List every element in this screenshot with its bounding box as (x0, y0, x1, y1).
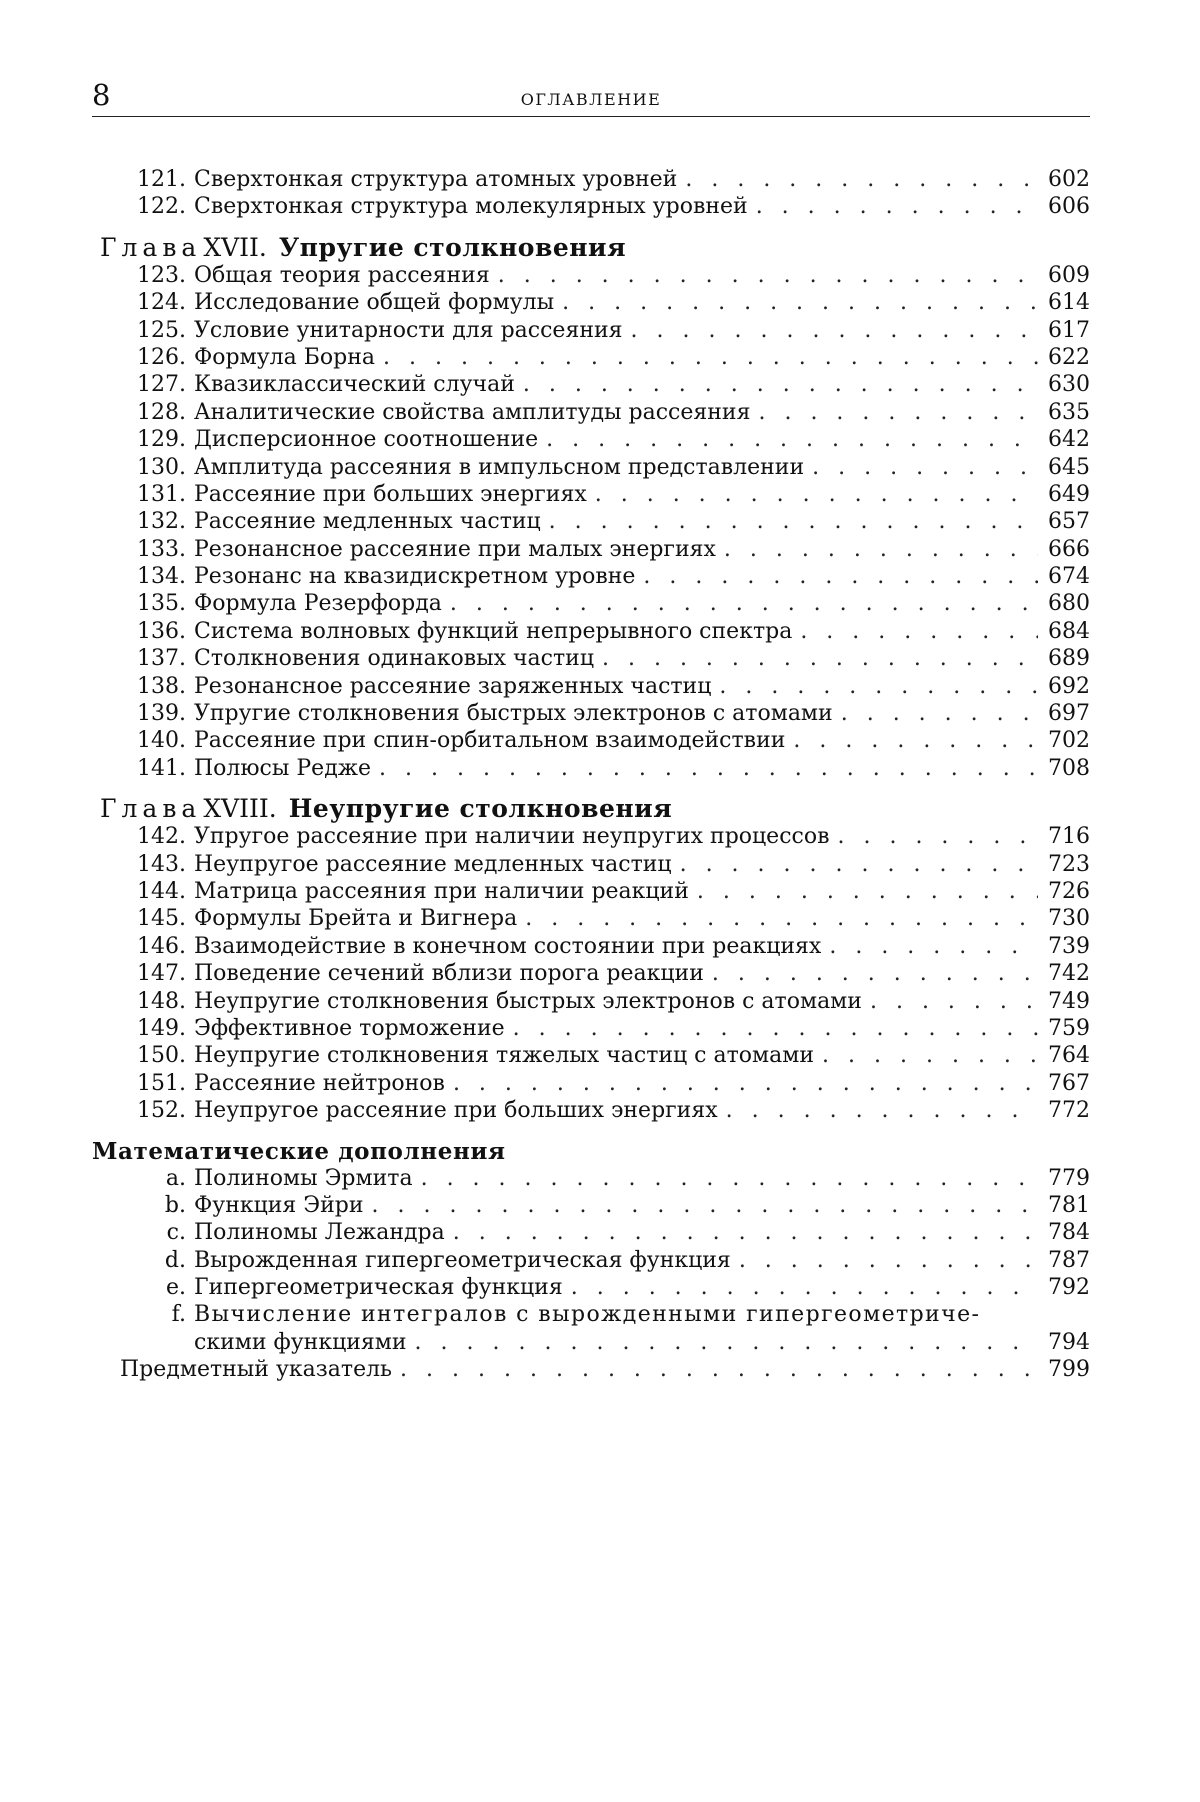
entry-number: 135. (137, 591, 186, 617)
toc-entry[interactable] (92, 823, 1090, 850)
entry-page: 692 (1048, 673, 1090, 699)
chapter-17-entries (92, 262, 1090, 782)
entry-number: 150. (137, 1043, 186, 1069)
entry-title: Вырожденная гипергеометрическая функция (194, 1247, 731, 1273)
entry-number: d. (164, 1247, 186, 1273)
leader-dots (726, 1097, 1038, 1124)
entry-page: 772 (1048, 1098, 1090, 1124)
entry-number: 121. (137, 167, 186, 192)
entry-page: 689 (1048, 646, 1090, 672)
leader-dots (837, 823, 1038, 850)
toc-entry[interactable] (92, 933, 1090, 960)
leader-dots (379, 755, 1038, 782)
entry-title: Формула Борна (194, 344, 376, 370)
entry-number: a. (165, 1165, 186, 1191)
entry-number: 134. (137, 564, 186, 590)
leader-dots (595, 481, 1038, 508)
toc-entry[interactable] (92, 1274, 1090, 1301)
entry-title: Упругие столкновения быстрых электронов с атомами (194, 701, 833, 727)
leader-dots (756, 193, 1038, 220)
entry-number: 145. (137, 906, 186, 932)
leader-dots (415, 1329, 1038, 1356)
appendix-entries (92, 1165, 1090, 1302)
leader-dots (724, 536, 1038, 563)
toc-entry[interactable] (92, 645, 1090, 672)
entry-page: 642 (1048, 427, 1090, 453)
entry-title: Полиномы Эрмита (194, 1165, 413, 1191)
leader-dots (680, 851, 1038, 878)
entry-title: Резонансное рассеяние заряженных частиц (194, 673, 712, 699)
toc-entry[interactable] (92, 371, 1090, 398)
entry-number: 124. (137, 290, 186, 316)
entry-page: 730 (1048, 906, 1090, 932)
entry-page: 792 (1048, 1275, 1090, 1301)
toc-entry[interactable] (92, 454, 1090, 481)
leader-dots (870, 988, 1038, 1015)
entry-title: Эффективное торможение (194, 1015, 505, 1041)
chapter-18-entries (92, 823, 1090, 1124)
entry-number: 136. (137, 618, 186, 644)
chapter-number: XVIII. (203, 794, 277, 824)
entry-page: 649 (1048, 481, 1090, 507)
entry-page: 749 (1048, 988, 1090, 1014)
toc-entry[interactable] (92, 1070, 1090, 1097)
toc-entry[interactable] (92, 878, 1090, 905)
entry-number: 127. (137, 372, 186, 398)
entry-page: 779 (1048, 1165, 1090, 1191)
leader-dots (421, 1165, 1038, 1192)
entry-number: 130. (137, 454, 186, 480)
entry-title: Исследование общей формулы (194, 290, 555, 316)
entry-title: Полиномы Лежандра (194, 1220, 445, 1246)
leader-dots (793, 727, 1038, 754)
entry-number: 146. (137, 933, 186, 959)
entry-page: 767 (1048, 1070, 1090, 1096)
entry-number: b. (164, 1192, 186, 1218)
entry-title: Неупругие столкновения быстрых электронов с атомами (194, 988, 862, 1014)
entry-title: Неупругие столкновения тяжелых частиц с атомами (194, 1043, 815, 1069)
entry-number: 141. (137, 755, 186, 781)
entry-number: 129. (137, 427, 186, 453)
entry-page: 630 (1048, 372, 1090, 398)
entry-title: Вычисление интегралов с вырожденными гипергеометриче- (194, 1302, 981, 1328)
entry-page: 723 (1048, 851, 1090, 877)
entry-title: Система волновых функций непрерывного спектра (194, 618, 793, 644)
toc-entry[interactable] (92, 426, 1090, 453)
leader-dots (400, 1356, 1038, 1383)
entry-page: 617 (1048, 317, 1090, 343)
toc-entry[interactable] (92, 700, 1090, 727)
chapter-number: XVII. (203, 232, 267, 262)
table-of-contents (92, 166, 1090, 1384)
entry-title: Формула Резерфорда (194, 591, 442, 617)
toc-entry[interactable] (92, 1042, 1090, 1069)
toc-entry[interactable] (92, 988, 1090, 1015)
entry-page: 657 (1048, 509, 1090, 535)
entry-page: 759 (1048, 1015, 1090, 1041)
toc-entry[interactable] (92, 1192, 1090, 1219)
entry-page: 609 (1048, 262, 1090, 288)
toc-entry[interactable] (92, 317, 1090, 344)
entry-title: Рассеяние при спин-орбитальном взаимодействии (194, 728, 786, 754)
entry-page: 666 (1048, 536, 1090, 562)
toc-entry[interactable] (92, 344, 1090, 371)
entry-page: 680 (1048, 591, 1090, 617)
entry-title: Аналитические свойства амплитуды рассеяния (194, 399, 751, 425)
leader-dots (800, 618, 1038, 645)
entry-page: 784 (1048, 1220, 1090, 1246)
entry-number: 139. (137, 701, 186, 727)
toc-entry[interactable] (92, 481, 1090, 508)
leader-dots (525, 905, 1038, 932)
toc-entry[interactable] (92, 960, 1090, 987)
leader-dots (829, 933, 1038, 960)
leader-dots (372, 1192, 1038, 1219)
entry-page: 739 (1048, 933, 1090, 959)
entry-number: 125. (137, 317, 186, 343)
leader-dots (812, 454, 1038, 481)
entry-title: Упругое рассеяние при наличии неупругих процессов (194, 824, 830, 850)
entry-page: 702 (1048, 728, 1090, 754)
chapter-heading-18 (92, 784, 1090, 823)
entry-page: 697 (1048, 701, 1090, 727)
leader-dots (450, 590, 1038, 617)
leader-dots (383, 344, 1038, 371)
entry-title: Условие унитарности для рассеяния (194, 317, 623, 343)
toc-entry[interactable] (92, 508, 1090, 535)
entry-number: 138. (137, 673, 186, 699)
leader-dots (513, 1015, 1038, 1042)
toc-entry[interactable] (92, 1015, 1090, 1042)
running-title: ОГЛАВЛЕНИЕ (520, 90, 662, 109)
entry-page: 742 (1048, 961, 1090, 987)
entry-number: 133. (137, 536, 186, 562)
entry-title: Неупругое рассеяние медленных частиц (194, 851, 672, 877)
entry-number: 140. (137, 728, 186, 754)
entry-page: 614 (1048, 290, 1090, 316)
leader-dots (697, 878, 1038, 905)
toc-entry[interactable] (92, 289, 1090, 316)
entry-title: Функция Эйри (194, 1192, 364, 1218)
toc-entry[interactable] (92, 563, 1090, 590)
toc-entry[interactable] (92, 618, 1090, 645)
entry-page: 726 (1048, 878, 1090, 904)
entry-number: 148. (137, 988, 186, 1014)
leader-dots (643, 563, 1038, 590)
entry-number: 142. (137, 824, 186, 850)
toc-entry[interactable] (92, 905, 1090, 932)
leader-dots (712, 960, 1038, 987)
entry-number: 131. (137, 481, 186, 507)
entry-title: Матрица рассеяния при наличии реакций (194, 878, 689, 904)
entry-number: 126. (137, 344, 186, 370)
entry-page: 645 (1048, 454, 1090, 480)
entry-page: 674 (1048, 564, 1090, 590)
toc-entry[interactable] (92, 673, 1090, 700)
entry-page: 787 (1048, 1247, 1090, 1273)
entry-page: 716 (1048, 824, 1090, 850)
toc-entry-index[interactable] (92, 1356, 1090, 1383)
entry-title: Рассеяние при больших энергиях (194, 481, 587, 507)
entry-title: Дисперсионное соотношение (194, 427, 539, 453)
toc-entry[interactable] (92, 399, 1090, 426)
leader-dots (719, 673, 1038, 700)
entry-number: 151. (137, 1070, 186, 1096)
toc-entry[interactable] (92, 851, 1090, 878)
entry-number: 122. (137, 194, 186, 220)
chapter-label: Глава (100, 794, 202, 824)
toc-entry[interactable] (92, 1219, 1090, 1246)
entry-page: 622 (1048, 344, 1090, 370)
leader-dots (571, 1274, 1038, 1301)
entry-page: 799 (1048, 1357, 1090, 1383)
entry-title: Резонансное рассеяние при малых энергиях (194, 536, 716, 562)
top-entries (92, 166, 1090, 221)
toc-entry[interactable] (92, 590, 1090, 617)
toc-entry[interactable] (92, 166, 1090, 193)
entry-title: Взаимодействие в конечном состоянии при реакциях (194, 933, 822, 959)
entry-number: f. (171, 1302, 186, 1328)
entry-page: 602 (1048, 167, 1090, 192)
appendix-heading: Математические дополнения (92, 1137, 506, 1165)
chapter-title: Упругие столкновения (278, 232, 627, 262)
toc-entry[interactable] (92, 193, 1090, 220)
entry-title: скими функциями (194, 1329, 407, 1355)
entry-title: Формулы Брейта и Вигнера (194, 906, 518, 932)
entry-number: 144. (137, 878, 186, 904)
leader-dots (739, 1247, 1038, 1274)
entry-number: 152. (137, 1098, 186, 1124)
entry-number: c. (166, 1220, 186, 1246)
toc-entry[interactable] (92, 1165, 1090, 1192)
leader-dots (498, 262, 1038, 289)
toc-entry[interactable] (92, 755, 1090, 782)
chapter-heading-17 (92, 223, 1090, 262)
leader-dots (523, 371, 1038, 398)
entry-title: Неупругое рассеяние при больших энергиях (194, 1098, 718, 1124)
entry-title: Рассеяние медленных частиц (194, 509, 541, 535)
entry-title: Полюсы Редже (194, 755, 372, 781)
entry-title: Сверхтонкая структура атомных уровней (194, 167, 678, 192)
entry-page: 781 (1048, 1192, 1090, 1218)
leader-dots (822, 1042, 1038, 1069)
page-header (92, 78, 1090, 117)
entry-title: Столкновения одинаковых частиц (194, 646, 594, 672)
entry-page: 635 (1048, 399, 1090, 425)
entry-page: 708 (1048, 755, 1090, 781)
toc-entry-continuation[interactable] (92, 1329, 1090, 1356)
entry-title: Общая теория рассеяния (194, 262, 490, 288)
leader-dots (685, 166, 1038, 193)
entry-title: Сверхтонкая структура молекулярных уровней (194, 194, 748, 220)
leader-dots (631, 317, 1038, 344)
entry-number: 149. (137, 1015, 186, 1041)
entry-number: e. (165, 1275, 186, 1301)
toc-entry[interactable] (92, 1097, 1090, 1124)
entry-title: Гипергеометрическая функция (194, 1275, 563, 1301)
toc-entry[interactable] (92, 262, 1090, 289)
leader-dots (453, 1070, 1038, 1097)
page-number: 8 (92, 78, 111, 112)
entry-number: 132. (137, 509, 186, 535)
chapter-label: Глава (100, 232, 202, 262)
toc-entry[interactable] (92, 1247, 1090, 1274)
leader-dots (546, 426, 1038, 453)
leader-dots (758, 399, 1038, 426)
chapter-title: Неупругие столкновения (288, 794, 673, 824)
toc-entry[interactable] (92, 536, 1090, 563)
entry-number: 128. (137, 399, 186, 425)
leader-dots (562, 289, 1038, 316)
entry-title: Поведение сечений вблизи порога реакции (194, 961, 704, 987)
leader-dots (841, 700, 1038, 727)
entry-page: 794 (1048, 1329, 1090, 1355)
leader-dots (549, 508, 1038, 535)
leader-dots (453, 1219, 1038, 1246)
entry-title: Рассеяние нейтронов (194, 1070, 445, 1096)
entry-number: 147. (137, 961, 186, 987)
entry-title: Предметный указатель (120, 1357, 393, 1383)
entry-page: 764 (1048, 1043, 1090, 1069)
entry-page: 606 (1048, 194, 1090, 220)
entry-number: 137. (137, 646, 186, 672)
entry-title: Квазиклассический случай (194, 372, 515, 398)
leader-dots (602, 645, 1038, 672)
entry-number: 143. (137, 851, 186, 877)
entry-page: 684 (1048, 618, 1090, 644)
entry-number: 123. (137, 262, 186, 288)
toc-entry[interactable] (92, 727, 1090, 754)
entry-title: Резонанс на квазидискретном уровне (194, 564, 636, 590)
entry-title: Амплитуда рассеяния в импульсном представлении (194, 454, 805, 480)
toc-entry[interactable] (92, 1301, 1090, 1328)
